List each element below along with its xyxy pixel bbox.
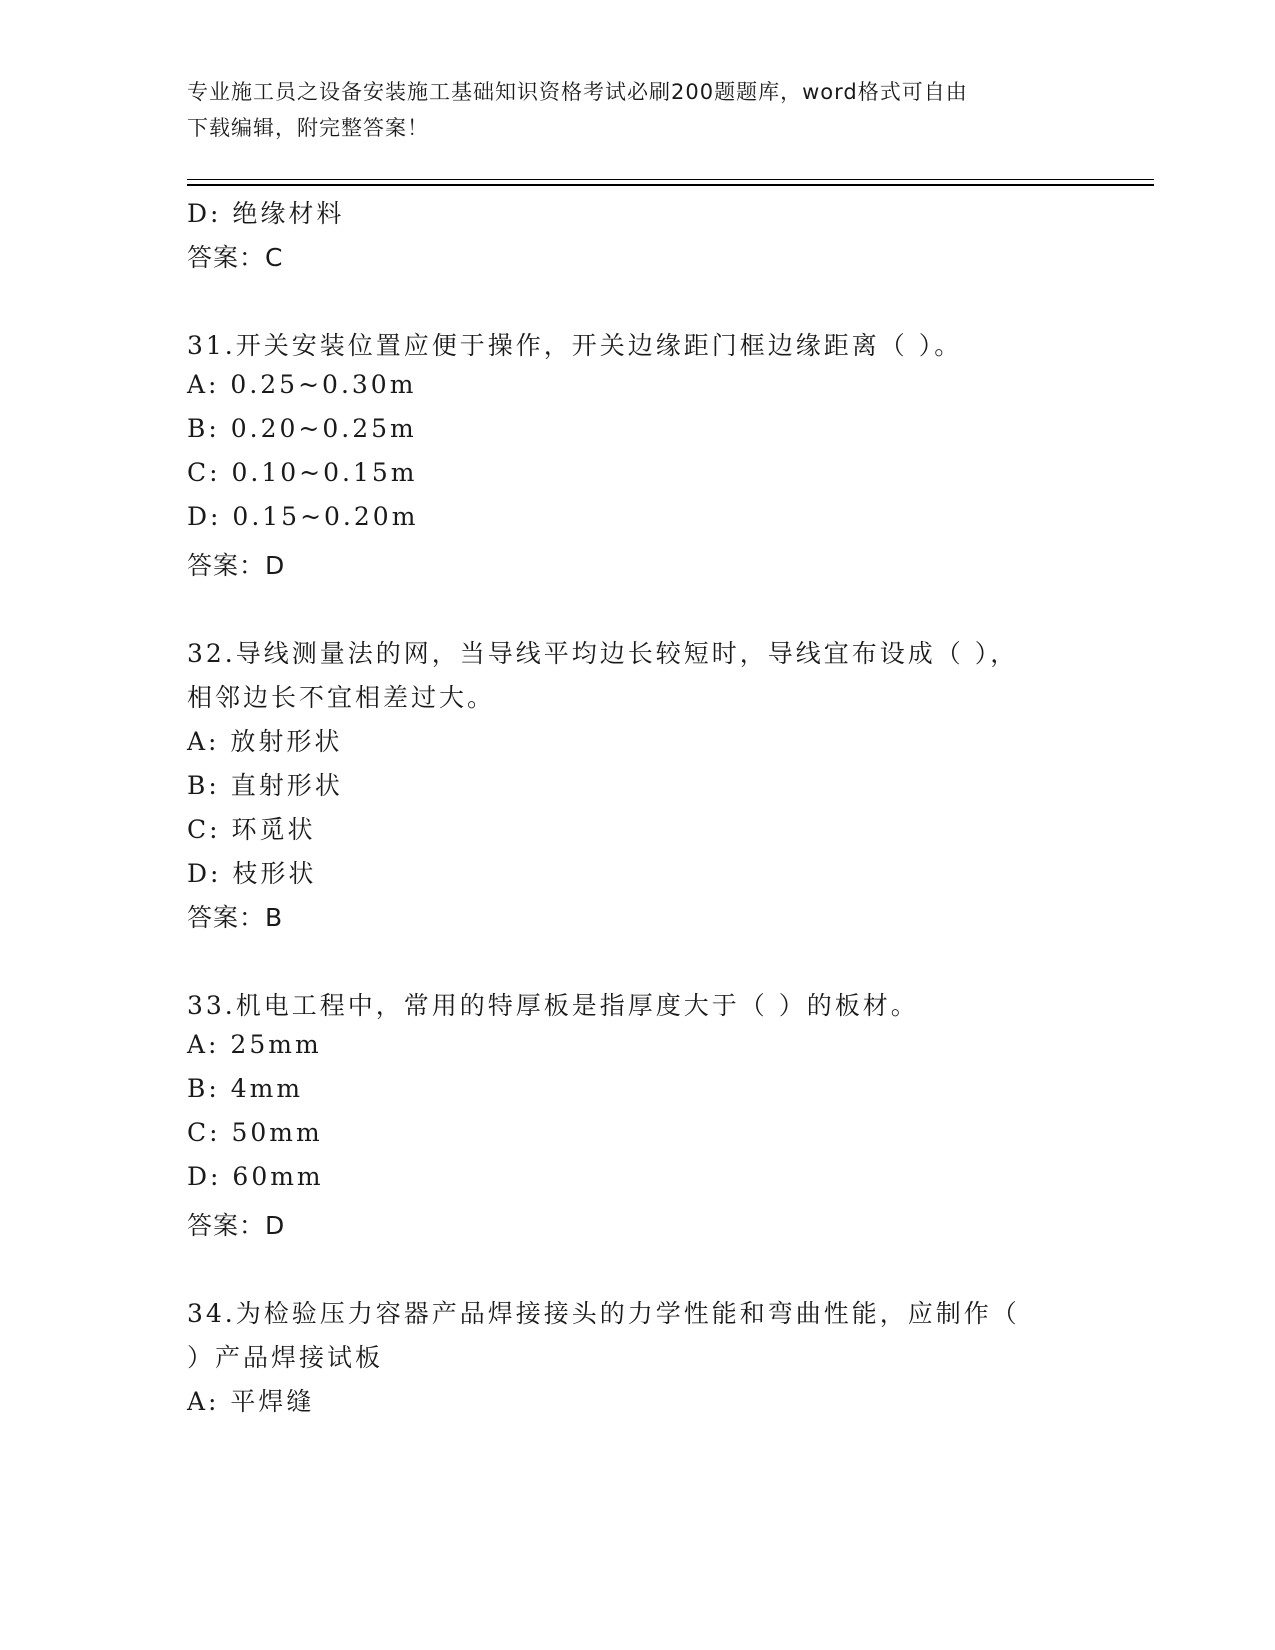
header-divider-thick (187, 184, 1154, 186)
q33-option-c: C: 50mm (187, 1118, 323, 1147)
document-header (187, 74, 1087, 146)
q33-question: 33.机电工程中，常用的特厚板是指厚度大于（ ）的板材。 (187, 991, 919, 1020)
q32-option-b: B: 直射形状 (187, 771, 343, 800)
q34-question-line-1: 34.为检验压力容器产品焊接接头的力学性能和弯曲性能，应制作（ (187, 1299, 1020, 1328)
q34-option-a: A: 平焊缝 (187, 1387, 315, 1416)
q31-option-d: D: 0.15~0.20m (187, 502, 419, 531)
q32-answer: 答案：B (187, 903, 284, 932)
header-line-2: 下载编辑，附完整答案！ (187, 116, 429, 140)
q33-option-d: D: 60mm (187, 1162, 324, 1191)
header-line-1: 专业施工员之设备安装施工基础知识资格考试必刷200题题库，word格式可自由 (187, 80, 968, 104)
q31-answer: 答案：D (187, 551, 286, 580)
q31-question: 31.开关安装位置应便于操作，开关边缘距门框边缘距离（ ）。 (187, 331, 963, 360)
q34-question-line-2: ）产品焊接试板 (187, 1343, 384, 1372)
q31-option-a: A: 0.25~0.30m (187, 370, 417, 399)
q30-answer: 答案：C (187, 243, 284, 272)
q30-option-d: D: 绝缘材料 (187, 199, 345, 228)
q32-option-c: C: 环觅状 (187, 815, 316, 844)
q33-answer: 答案：D (187, 1211, 286, 1240)
q33-option-b: B: 4mm (187, 1074, 304, 1103)
q33-option-a: A: 25mm (187, 1030, 322, 1059)
q32-option-d: D: 枝形状 (187, 859, 317, 888)
header-divider-thin (187, 179, 1154, 180)
q31-option-b: B: 0.20~0.25m (187, 414, 417, 443)
q32-question-line-2: 相邻边长不宜相差过大。 (187, 683, 496, 712)
q32-option-a: A: 放射形状 (187, 727, 343, 756)
q31-option-c: C: 0.10~0.15m (187, 458, 418, 487)
q32-question-line-1: 32.导线测量法的网，当导线平均边长较短时，导线宜布设成（ ）， (187, 639, 1019, 668)
